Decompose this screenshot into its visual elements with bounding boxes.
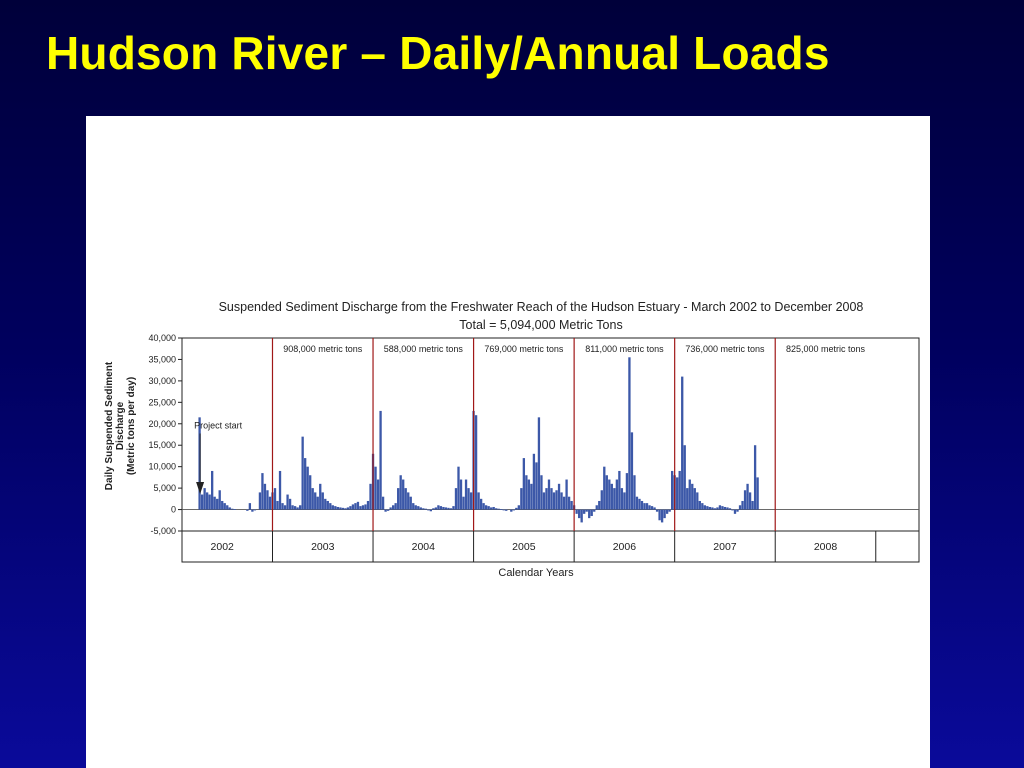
y-axis-label (104, 361, 137, 490)
data-bar (387, 510, 389, 511)
data-bar (329, 503, 331, 509)
data-bar (626, 473, 628, 509)
data-bar (485, 505, 487, 509)
data-bar (633, 475, 635, 509)
data-bar (724, 507, 726, 510)
data-bar (400, 475, 402, 509)
data-bar (631, 432, 633, 509)
data-bar (666, 510, 668, 514)
data-bar (643, 503, 645, 509)
data-bar (661, 510, 663, 523)
data-bar (224, 503, 226, 509)
data-bar (465, 480, 467, 510)
data-bar (475, 415, 477, 509)
data-bar (676, 477, 678, 509)
y-tick-label: 0 (170, 504, 176, 515)
chart-title: Suspended Sediment Discharge from the Freshwater Reach of the Hudson Estuary - March 2002 to December 2008 (218, 300, 864, 314)
data-bar (281, 503, 283, 509)
data-bar (382, 497, 384, 510)
data-bar (467, 488, 469, 509)
data-bar (208, 495, 210, 510)
data-bar (749, 492, 751, 509)
data-bar (226, 505, 228, 509)
data-bar (721, 506, 723, 509)
data-bar (696, 492, 698, 509)
data-bar (276, 501, 278, 510)
data-bar (533, 454, 535, 510)
data-bar (422, 508, 424, 509)
data-bar (379, 411, 381, 510)
data-bar (488, 506, 490, 509)
data-bar (490, 507, 492, 509)
data-bar (545, 488, 547, 509)
data-bar (430, 510, 432, 512)
data-bar (402, 480, 404, 510)
slide-title: Hudson River – Daily/Annual Loads (46, 27, 830, 79)
data-bar (395, 503, 397, 509)
data-bar (583, 510, 585, 514)
data-bar (286, 495, 288, 510)
data-bar (714, 508, 716, 509)
data-bar (535, 462, 537, 509)
annual-load-label: 825,000 metric tons (785, 344, 866, 354)
annual-load-label: 736,000 metric tons (685, 344, 765, 354)
data-bar (746, 484, 748, 510)
data-bar (684, 445, 686, 509)
data-bar (427, 510, 429, 511)
data-bar (734, 510, 736, 514)
data-bar (611, 484, 613, 510)
data-bar (452, 506, 454, 509)
data-bar (455, 488, 457, 509)
data-bar (246, 510, 248, 511)
data-bar (291, 505, 293, 509)
data-bar (219, 490, 221, 509)
data-bar (505, 510, 507, 511)
data-bar (694, 488, 696, 509)
data-bar (362, 505, 364, 509)
y-axis-label-line-1: Daily Suspended Sediment (104, 361, 115, 491)
data-bar (269, 497, 271, 510)
data-bar (503, 510, 505, 511)
data-bar (482, 503, 484, 509)
data-bar (656, 510, 658, 512)
data-bar (568, 497, 570, 510)
data-bar (231, 509, 233, 510)
data-bar (374, 467, 376, 510)
data-bar (691, 484, 693, 510)
data-bar (591, 510, 593, 516)
data-bar (616, 480, 618, 510)
data-bar (628, 357, 630, 509)
data-bar (603, 467, 605, 510)
data-bar (299, 505, 301, 509)
data-bar (392, 505, 394, 509)
data-bar (726, 507, 728, 509)
data-bar (563, 497, 565, 510)
data-bar (309, 475, 311, 509)
data-bar (412, 503, 414, 509)
data-bar (364, 504, 366, 509)
data-bar (555, 490, 557, 509)
data-bar (442, 507, 444, 510)
project-start-arrowhead (196, 482, 204, 494)
data-bar (548, 480, 550, 510)
data-bar (731, 510, 733, 511)
data-bar (648, 505, 650, 509)
data-bar (410, 497, 412, 510)
y-axis-label-line-3: (Metric tons per day) (126, 376, 137, 476)
data-bar (593, 510, 595, 512)
data-bar (357, 502, 359, 510)
data-bar (493, 507, 495, 510)
data-bar (711, 507, 713, 509)
data-bar (457, 467, 459, 510)
year-label: 2002 (210, 541, 234, 553)
data-bar (681, 377, 683, 510)
y-tick-label: 10,000 (148, 461, 176, 472)
data-bar (704, 505, 706, 509)
data-bar (304, 458, 306, 509)
year-label: 2007 (713, 541, 737, 553)
data-bar (417, 506, 419, 509)
data-bar (261, 473, 263, 509)
data-bar (437, 505, 439, 509)
data-bar (435, 507, 437, 509)
chart-subtitle: Total = 5,094,000 Metric Tons (459, 318, 623, 332)
data-bar (500, 509, 502, 510)
annual-load-label: 908,000 metric tons (283, 344, 363, 354)
data-bar (716, 507, 718, 509)
data-bar (342, 508, 344, 510)
data-bar (440, 506, 442, 509)
data-bar (608, 480, 610, 510)
annual-load-label: 811,000 metric tons (585, 344, 664, 354)
data-bar (646, 503, 648, 509)
y-tick-label: 40,000 (148, 333, 176, 343)
data-bar (518, 505, 520, 509)
data-bar (741, 501, 743, 510)
data-bar (470, 492, 472, 509)
data-bar (274, 488, 276, 509)
data-bar (447, 508, 449, 510)
data-bar (578, 510, 580, 519)
data-bar (211, 471, 213, 510)
data-bar (540, 475, 542, 509)
data-bar (606, 475, 608, 509)
y-tick-label: 35,000 (148, 354, 176, 365)
data-bar (636, 497, 638, 510)
data-bar (513, 510, 515, 511)
data-bar (553, 492, 555, 509)
data-bar (651, 506, 653, 509)
data-bar (206, 492, 208, 509)
data-bar (214, 497, 216, 510)
annual-load-label: 769,000 metric tons (484, 344, 564, 354)
data-bar (495, 508, 497, 509)
data-bar (332, 505, 334, 509)
data-bar (588, 510, 590, 519)
data-bar (550, 488, 552, 509)
data-bar (322, 492, 324, 509)
data-bar (498, 509, 500, 510)
data-bar (301, 437, 303, 510)
plot-frame (182, 338, 919, 562)
data-bar (719, 505, 721, 509)
data-bar (621, 488, 623, 509)
data-bar (407, 492, 409, 509)
data-bar (327, 501, 329, 510)
y-tick-label: 25,000 (148, 397, 176, 408)
data-bar (528, 480, 530, 510)
data-bar (445, 507, 447, 509)
project-start-annotation: Project start (194, 420, 243, 431)
data-bar (259, 492, 261, 509)
chart-panel (86, 116, 930, 768)
data-bar (699, 501, 701, 510)
data-bar (530, 484, 532, 510)
data-bar (384, 510, 386, 512)
data-bar (581, 510, 583, 523)
data-bar (480, 499, 482, 510)
data-bar (266, 490, 268, 509)
data-bar (229, 507, 231, 509)
x-axis-label: Calendar Years (498, 567, 574, 579)
data-bar (543, 492, 545, 509)
data-bar (294, 506, 296, 509)
data-bar (397, 488, 399, 509)
data-bar (337, 507, 339, 510)
data-bar (221, 501, 223, 510)
data-bar (623, 492, 625, 509)
data-bar (739, 505, 741, 509)
data-bar (216, 499, 218, 510)
data-bar (264, 484, 266, 510)
data-bar (450, 508, 452, 509)
data-bar (575, 510, 577, 514)
data-bar (618, 471, 620, 510)
y-axis-label-line-2: Discharge (115, 401, 126, 451)
data-bar (706, 506, 708, 509)
data-bar (312, 488, 314, 509)
y-tick-label: -5,000 (150, 526, 176, 536)
data-bar (736, 510, 738, 512)
data-bar (663, 510, 665, 519)
data-bar (307, 467, 309, 510)
chart-svg (86, 116, 930, 768)
data-bar (520, 488, 522, 509)
data-bar (744, 490, 746, 509)
data-bar (729, 508, 731, 509)
data-bar (510, 510, 512, 512)
data-bar (756, 477, 758, 509)
data-bar (405, 488, 407, 509)
data-bar (689, 480, 691, 510)
data-bar (751, 501, 753, 510)
data-bar (415, 505, 417, 509)
data-bar (596, 505, 598, 509)
annual-load-label: 588,000 metric tons (383, 344, 463, 354)
data-bar (668, 510, 670, 512)
data-bar (347, 507, 349, 509)
data-bar (432, 508, 434, 509)
data-bar (254, 510, 256, 511)
data-bar (709, 507, 711, 510)
data-bar (344, 508, 346, 509)
year-label: 2004 (411, 541, 435, 553)
data-bar (570, 501, 572, 510)
data-bar (598, 501, 600, 510)
data-bar (641, 501, 643, 510)
data-bar (389, 507, 391, 509)
data-bar (701, 503, 703, 509)
data-bar (586, 510, 588, 512)
data-bar (560, 492, 562, 509)
data-bar (686, 488, 688, 509)
data-bar (317, 497, 319, 510)
y-tick-label: 20,000 (148, 418, 176, 429)
data-bar (653, 507, 655, 509)
data-bar (565, 480, 567, 510)
data-bar (525, 475, 527, 509)
data-bar (538, 417, 540, 509)
year-label: 2008 (813, 541, 838, 553)
data-bar (339, 507, 341, 509)
data-bar (601, 490, 603, 509)
data-bar (638, 499, 640, 510)
data-bar (296, 507, 298, 509)
data-bar (754, 445, 756, 509)
data-bar (251, 510, 253, 512)
data-bar (319, 484, 321, 510)
data-bar (369, 484, 371, 510)
data-bar (462, 497, 464, 510)
data-bar (477, 492, 479, 509)
y-tick-label: 15,000 (148, 440, 176, 451)
plot-area (148, 333, 919, 562)
data-bar (420, 507, 422, 509)
y-tick-label: 5,000 (153, 483, 176, 494)
data-bar (367, 501, 369, 510)
data-bar (324, 499, 326, 510)
data-bar (515, 508, 517, 510)
data-bar (314, 492, 316, 509)
data-bar (523, 458, 525, 509)
data-bar (234, 509, 236, 510)
data-bar (249, 503, 251, 509)
data-bar (359, 506, 361, 509)
year-label: 2003 (311, 541, 335, 553)
data-bar (425, 509, 427, 510)
year-label: 2005 (512, 541, 536, 553)
data-bar (289, 499, 291, 510)
data-bar (658, 510, 660, 521)
data-bar (460, 480, 462, 510)
data-bar (352, 504, 354, 509)
data-bar (334, 506, 336, 509)
data-bar (671, 471, 673, 510)
y-tick-label: 30,000 (148, 375, 176, 386)
data-bar (377, 480, 379, 510)
data-bar (349, 506, 351, 509)
data-bar (279, 471, 281, 510)
data-bar (201, 495, 203, 510)
data-bar (613, 488, 615, 509)
data-bar (558, 484, 560, 510)
data-bar (679, 471, 681, 510)
data-bar (203, 488, 205, 509)
data-bar (284, 505, 286, 509)
year-label: 2006 (612, 541, 637, 553)
data-bar (354, 503, 356, 509)
